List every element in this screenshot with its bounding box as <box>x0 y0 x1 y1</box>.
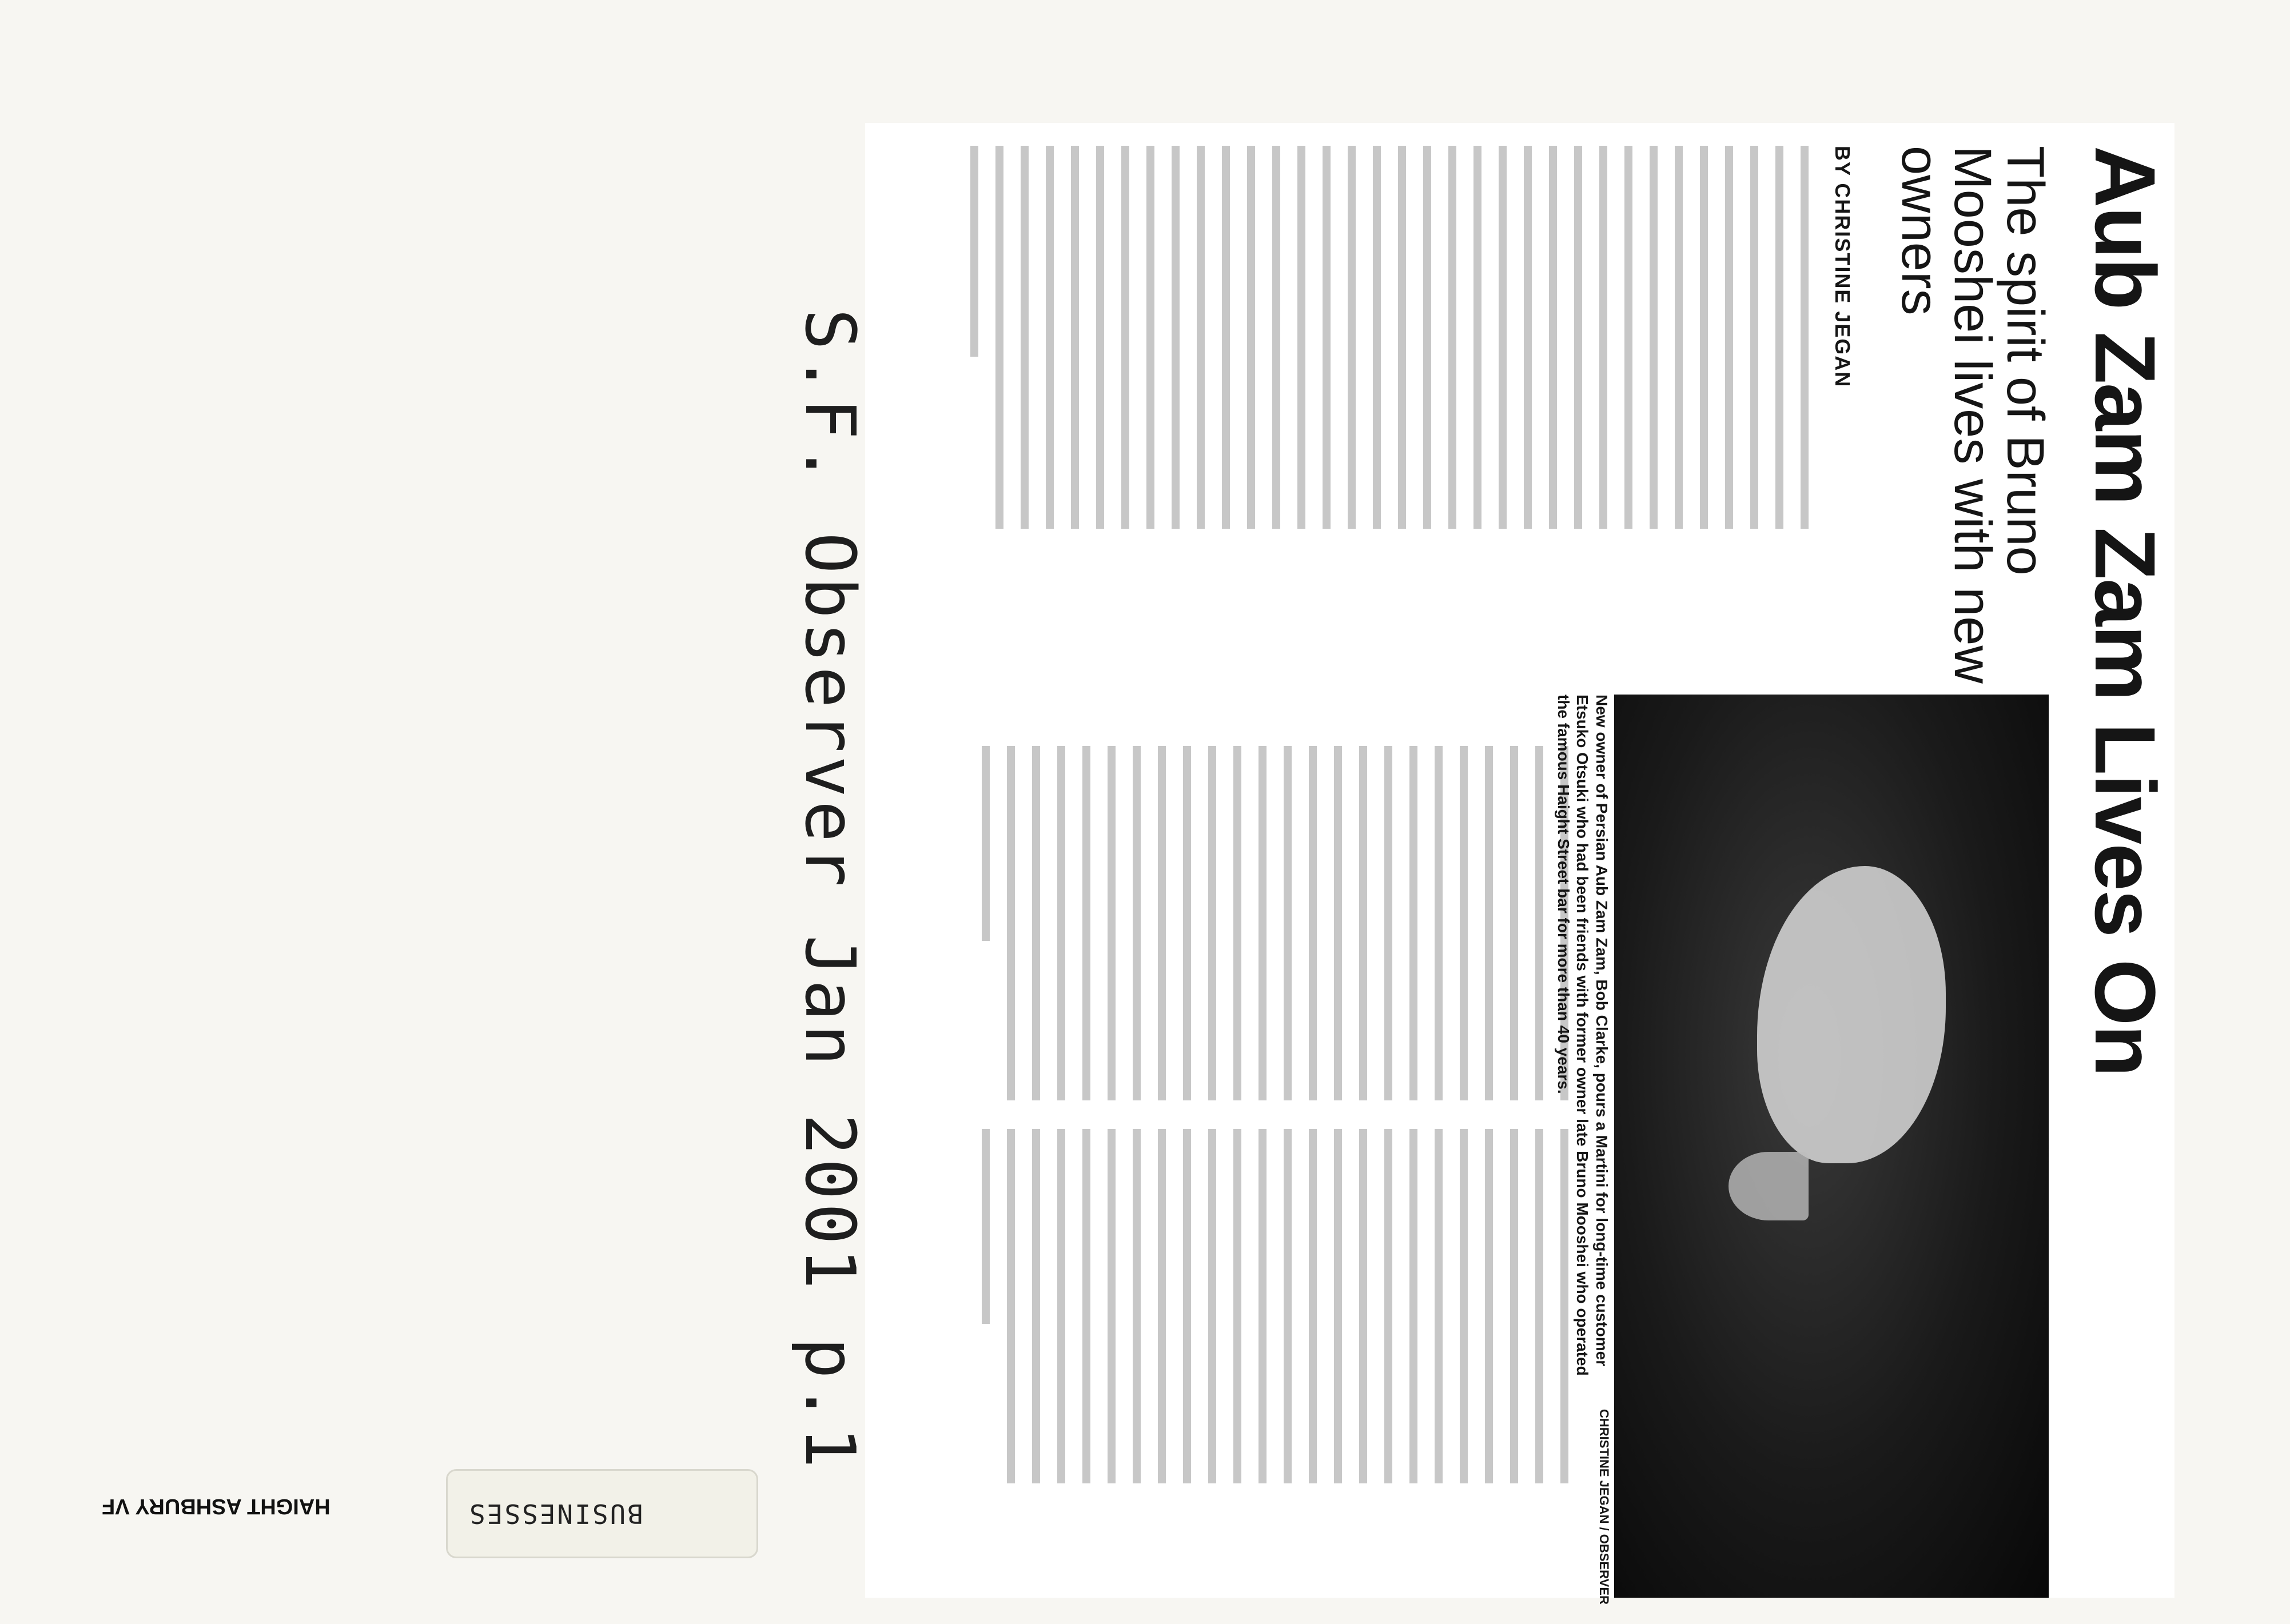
body-text-line <box>1108 746 1116 1100</box>
body-text-line <box>1435 746 1443 1100</box>
body-text-line <box>1473 146 1481 529</box>
body-text-line <box>1348 146 1356 529</box>
article-deck: The spirit of Bruno Mooshei lives with new owners <box>1891 146 2054 684</box>
body-text-line <box>1510 746 1518 1100</box>
article-column-3 <box>965 1129 1568 1483</box>
body-text-line <box>1624 146 1632 529</box>
body-text-line <box>982 746 990 941</box>
body-text-line <box>1208 746 1216 1100</box>
body-text-line <box>1599 146 1607 529</box>
body-text-line <box>1650 146 1658 529</box>
body-text-line <box>1409 746 1417 1100</box>
body-text-line <box>1121 146 1129 529</box>
body-text-line <box>1158 746 1166 1100</box>
body-text-line <box>1535 1129 1543 1483</box>
handwritten-citation: S.F. Observer Jan 2001 p.1 <box>790 309 869 1472</box>
body-text-line <box>1675 146 1683 529</box>
article-headline: Aub Zam Zam Lives On <box>2077 146 2173 1076</box>
article-column-2 <box>965 746 1568 1100</box>
body-text-line <box>1007 1129 1015 1483</box>
body-text-line <box>1272 146 1280 529</box>
body-text-line <box>1133 746 1141 1100</box>
body-text-line <box>1700 146 1708 529</box>
article-byline: BY CHRISTINE JEGAN <box>1831 146 1854 388</box>
body-text-line <box>1309 746 1317 1100</box>
body-text-line <box>1485 746 1493 1100</box>
body-text-line <box>1133 1129 1141 1483</box>
body-text-line <box>1208 1129 1216 1483</box>
body-text-line <box>1096 146 1104 529</box>
body-text-line <box>1435 1129 1443 1483</box>
body-text-line <box>1108 1129 1116 1483</box>
body-text-line <box>1334 1129 1342 1483</box>
body-text-line <box>1750 146 1758 529</box>
body-text-line <box>1297 146 1305 529</box>
body-text-line <box>1233 746 1241 1100</box>
body-text-line <box>1284 746 1292 1100</box>
body-text-line <box>1448 146 1456 529</box>
body-text-line <box>1423 146 1431 529</box>
body-text-line <box>1801 146 1809 529</box>
body-text-line <box>1046 146 1054 529</box>
article-column-1 <box>953 146 1809 529</box>
body-text-line <box>1499 146 1507 529</box>
category-label: BUSINESSES <box>468 1498 643 1529</box>
body-text-line <box>1183 746 1191 1100</box>
body-text-line <box>1032 1129 1040 1483</box>
body-text-line <box>1146 146 1154 529</box>
body-text-line <box>982 1129 990 1324</box>
body-text-line <box>1359 746 1367 1100</box>
photo-credit: CHRISTINE JEGAN / OBSERVER <box>1597 1409 1611 1605</box>
body-text-line <box>1485 1129 1493 1483</box>
body-text-line <box>1082 746 1090 1100</box>
body-text-line <box>1258 746 1267 1100</box>
body-text-line <box>1071 146 1079 529</box>
newspaper-clipping <box>865 123 2174 1605</box>
body-text-line <box>1384 746 1392 1100</box>
bartender-figure <box>1757 866 1946 1163</box>
body-text-line <box>1057 1129 1065 1483</box>
body-text-line <box>1158 1129 1166 1483</box>
body-text-line <box>1535 746 1543 1100</box>
body-text-line <box>1021 146 1029 529</box>
body-text-line <box>995 146 1003 529</box>
photo-caption: New owner of Persian Aub Zam Zam, Bob Clarke, pours a Martini for long-time customer Etsuko Otsuki who had been friends with former owner late Bruno Mooshei who operated the famous Haight Street bar for more than 40 years. <box>1554 695 1611 1376</box>
body-text-line <box>970 146 978 357</box>
body-text-line <box>1549 146 1557 529</box>
body-text-line <box>1524 146 1532 529</box>
body-text-line <box>1183 1129 1191 1483</box>
body-text-line <box>1258 1129 1267 1483</box>
body-text-line <box>1574 146 1582 529</box>
body-text-line <box>1510 1129 1518 1483</box>
body-text-line <box>1032 746 1040 1100</box>
martini-glass <box>1729 1152 1809 1220</box>
body-text-line <box>1460 746 1468 1100</box>
folder-label: HAIGHT ASHBURY VF <box>102 1494 330 1518</box>
body-text-line <box>1725 146 1733 529</box>
body-text-line <box>1197 146 1205 529</box>
body-text-line <box>1172 146 1180 529</box>
body-text-line <box>1082 1129 1090 1483</box>
article-photo <box>1614 695 2049 1598</box>
body-text-line <box>1409 1129 1417 1483</box>
body-text-line <box>1398 146 1406 529</box>
category-sticker <box>446 1469 758 1558</box>
body-text-line <box>1222 146 1230 529</box>
body-text-line <box>1323 146 1331 529</box>
body-text-line <box>1284 1129 1292 1483</box>
body-text-line <box>1057 746 1065 1100</box>
body-text-line <box>1460 1129 1468 1483</box>
body-text-line <box>1247 146 1255 529</box>
body-text-line <box>1373 146 1381 529</box>
body-text-line <box>1334 746 1342 1100</box>
body-text-line <box>1359 1129 1367 1483</box>
body-text-line <box>1775 146 1783 529</box>
body-text-line <box>1384 1129 1392 1483</box>
body-text-line <box>1007 746 1015 1100</box>
body-text-line <box>1309 1129 1317 1483</box>
body-text-line <box>1233 1129 1241 1483</box>
